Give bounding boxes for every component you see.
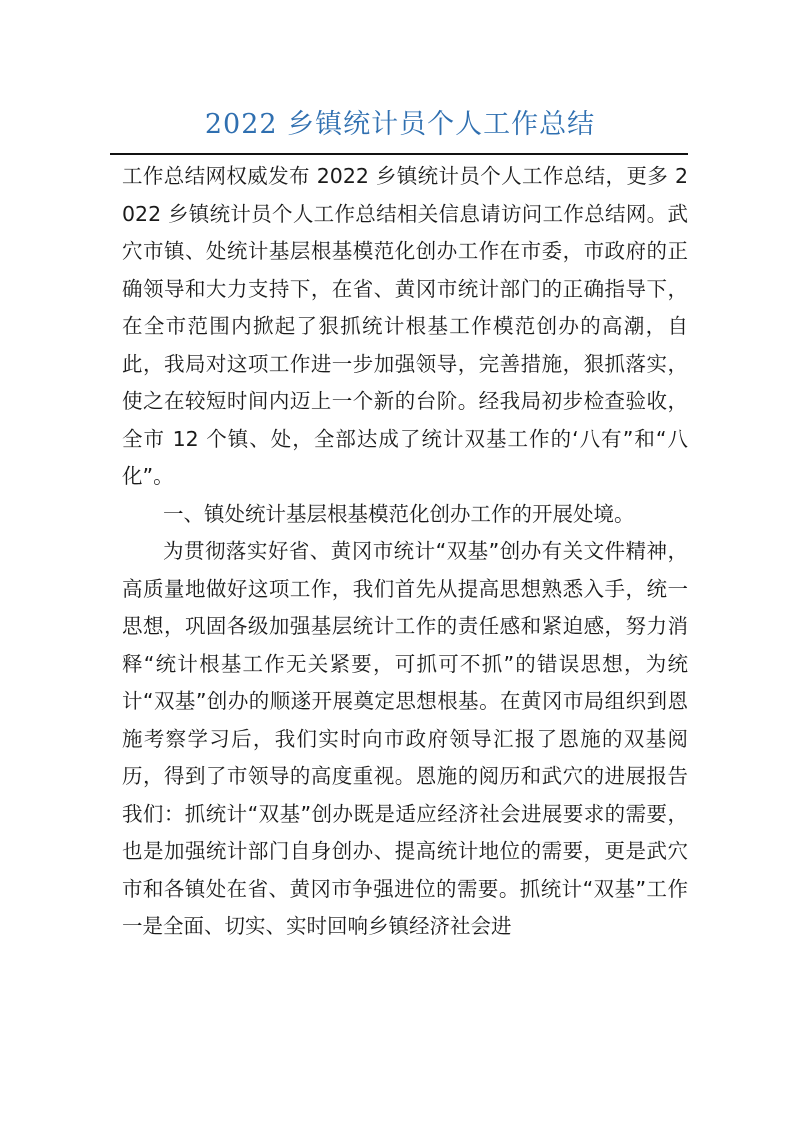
document-body (122, 158, 688, 946)
title-divider (110, 153, 688, 155)
paragraph-body: 为贯彻落实好省、黄冈市统计“双基”创办有关文件精神，高质量地做好这项工作，我们首先从提高思想熟悉入手，统一思想，巩固各级加强基层统计工作的责任感和紧迫感，努力消释“统计根基工作无关紧要，可抓可不抓”的错误思想，为统计“双基”创办的顺遂开展奠定思想根基。在黄冈市局组织到恩施考察学习后，我们实时向市政府领导汇报了恩施的双基阅历，得到了市领导的高度重视。恩施的阅历和武穴的进展报告我们：抓统计“双基”创办既是适应经济社会进展要求的需要，也是加强统计部门自身创办、提高统计地位的需要，更是武穴市和各镇处在省、黄冈市争强进位的需要。抓统计“双基”工作一是全面、切实、实时回响乡镇经济社会进 (122, 539, 688, 938)
document-title: 2022 乡镇统计员个人工作总结 (204, 109, 596, 140)
paragraph-intro: 工作总结网权威发布 2022 乡镇统计员个人工作总结，更多 2022 乡镇统计员个人工作总结相关信息请访问工作总结网。武穴市镇、处统计基层根基模范化创办工作在市委，市政府的正确领导和大力支持下，在省、黄冈市统计部门的正确指导下，在全市范围内掀起了狠抓统计根基工作模范创办的高潮，自此，我局对这项工作进一步加强领导，完善措施，狠抓落实，使之在较短时间内迈上一个新的台阶。经我局初步检查验收，全市 12 个镇、处，全部达成了统计双基工作的‘八有”和“八化”。 (122, 164, 688, 488)
paragraph-section-heading: 一、镇处统计基层根基模范化创办工作的开展处境。 (163, 501, 635, 526)
